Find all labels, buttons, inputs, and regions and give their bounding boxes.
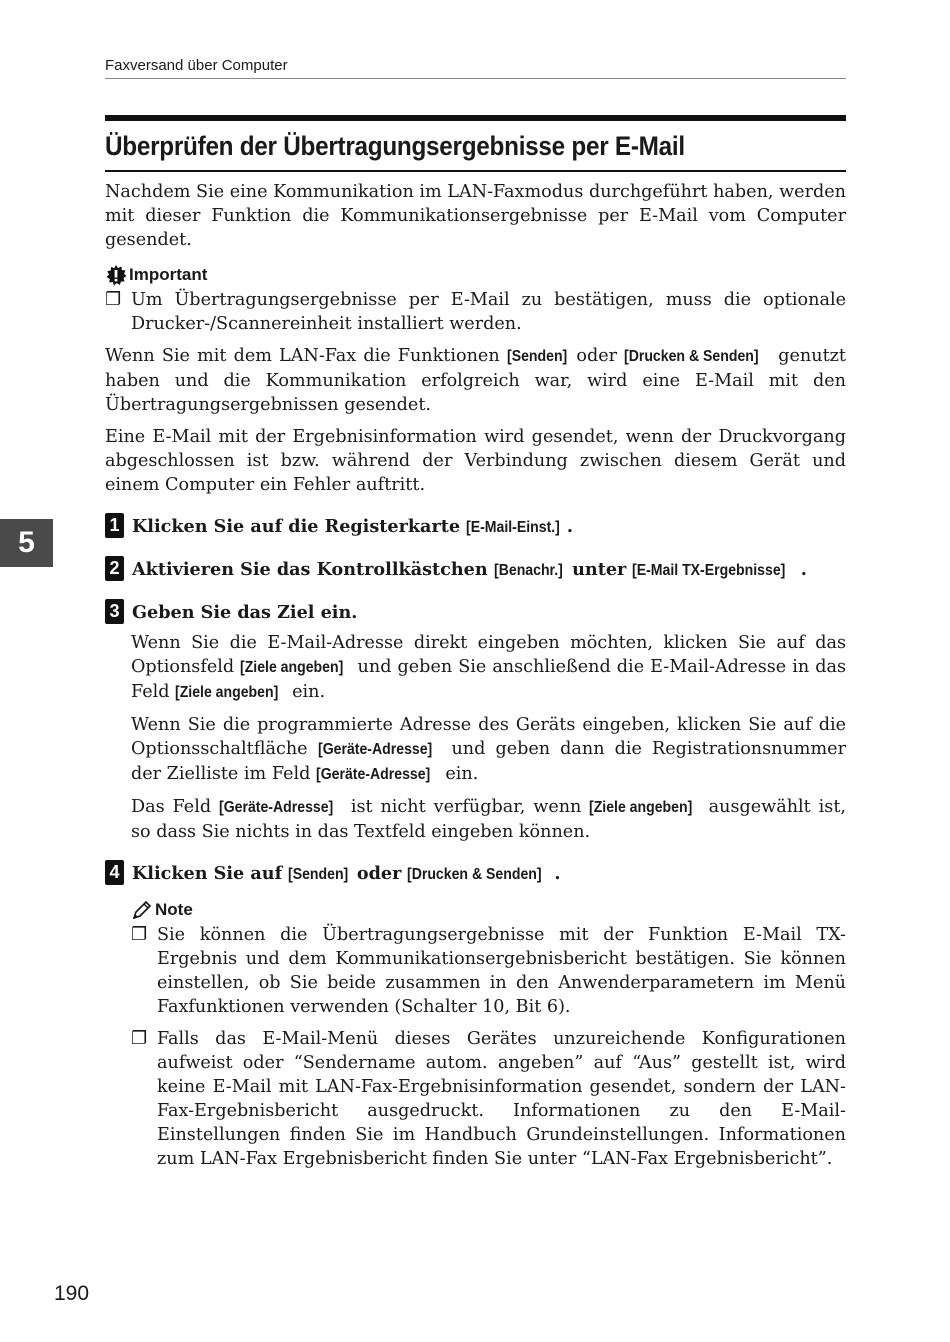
important-label: Important <box>129 265 208 284</box>
ui-label-senden-2: [Senden] <box>288 866 349 883</box>
main-content <box>105 180 846 1179</box>
note-item <box>131 1027 846 1171</box>
important-item-text: Um Übertragungsergebnisse per E-Mail zu bestätigen, muss die optionale Drucker-/Scannereinheit installiert werden. <box>131 290 846 334</box>
step-3-paragraph-3: Das Feld [Geräte-Adresse] ist nicht verfügbar, wenn [Ziele angeben] ausgewählt ist, so dass Sie nichts in das Textfeld eingeben können. <box>131 797 846 842</box>
checkbox-bullet-icon: ❐ <box>131 1028 148 1049</box>
step-3-paragraph-1: Wenn Sie die E-Mail-Adresse direkt eingeben möchten, klicken Sie auf das Optionsfeld [Ziele angeben] und geben Sie anschließend die E-Mail-Adresse in das Feld [Ziele angeben] ein. <box>131 631 846 705</box>
step-3-paragraph-2: Wenn Sie die programmierte Adresse des Geräts eingeben, klicken Sie auf die Optionsschaltfläche [Geräte-Adresse] und geben dann die Registrationsnummer der Zielliste im Feld [Geräte-Adresse] ein. <box>131 713 846 787</box>
step-3 <box>105 601 846 625</box>
ui-label-ziele-angeben-field: [Ziele angeben] <box>175 684 279 701</box>
note-block <box>131 899 846 1171</box>
intro-paragraph: Nachdem Sie eine Kommunikation im LAN-Faxmodus durchgeführt haben, werden mit dieser Funktion die Kommunikationsergebnisse per E-Mail vom Computer gesendet. <box>105 182 846 250</box>
ui-label-geraete-adresse: [Geräte-Adresse] <box>317 741 432 758</box>
section-title-block <box>105 115 846 172</box>
checkbox-bullet-icon: ❐ <box>131 924 148 945</box>
step-1 <box>105 515 846 540</box>
step-number-3: 3 <box>105 599 124 624</box>
running-header: Faxversand über Computer <box>105 57 846 79</box>
ui-label-geraete-adresse-field: [Geräte-Adresse] <box>315 766 431 783</box>
page-number: 190 <box>54 1282 90 1305</box>
ui-label-drucken-senden: [Drucken & Senden] <box>624 348 759 365</box>
note-heading <box>131 899 846 921</box>
section-title: Überprüfen der Übertragungsergebnisse per E-Mail <box>105 131 685 161</box>
paragraph-senden: Wenn Sie mit dem LAN-Fax die Funktionen [Senden] oder [Drucken & Senden] genutzt haben und die Kommunikation erfolgreich war, wird eine E-Mail mit den Übertragungsergebnissen gesendet. <box>105 346 846 415</box>
step-2 <box>105 558 846 583</box>
ui-label-benachr: [Benachr.] <box>493 562 563 579</box>
ui-label-drucken-senden-2: [Drucken & Senden] <box>407 866 543 883</box>
step-2-text: Aktivieren Sie das Kontrollkästchen [Benachr.] unter [E-Mail TX-Ergebnisse] . <box>132 558 807 583</box>
step-3-text: Geben Sie das Ziel ein. <box>132 602 358 623</box>
step-1-text: Klicken Sie auf die Registerkarte [E-Mail-Einst.] . <box>132 515 573 540</box>
note-item-text: Falls das E-Mail-Menü dieses Gerätes unzureichende Konfigurationen aufweist oder “Sendername autom. angeben” auf “Aus” gestellt ist, wird keine E-Mail mit LAN-Fax-Ergebnisinformation gesendet, sondern der LAN-Fax-Ergebnisbericht ausgedruckt. Informationen zu den E-Mail-Einstellungen finden Sie im Handbuch Grundeinstellungen. Informationen zum LAN-Fax Ergebnisbericht finden Sie unter “LAN-Fax Ergebnisbericht”. <box>157 1029 846 1169</box>
step-number-2: 2 <box>105 556 124 581</box>
step-4 <box>105 862 846 887</box>
pencil-icon <box>131 899 153 921</box>
important-item <box>105 288 846 336</box>
ui-label-email-tx: [E-Mail TX-Ergebnisse] <box>632 562 786 579</box>
step-3-body <box>131 631 846 844</box>
note-item-text: Sie können die Übertragungsergebnisse mit der Funktion E-Mail TX-Ergebnis und dem Kommunikationsergebnisbericht bestätigen. Sie können einstellen, ob Sie beide zusammen in den Anwenderparametern im Menü Faxfunktionen verwenden (Schalter 10, Bit 6). <box>157 925 846 1017</box>
step-number-1: 1 <box>105 513 124 538</box>
ui-label-senden: [Senden] <box>506 348 568 365</box>
step-4-text: Klicken Sie auf [Senden] oder [Drucken & Senden] . <box>132 862 561 887</box>
ui-label-ziele-angeben: [Ziele angeben] <box>240 659 344 676</box>
ui-label-geraete-adresse-2: [Geräte-Adresse] <box>219 799 334 816</box>
chapter-tab: 5 <box>0 519 53 567</box>
note-item <box>131 923 846 1019</box>
note-label: Note <box>155 900 193 919</box>
paragraph-result-info: Eine E-Mail mit der Ergebnisinformation wird gesendet, wenn der Druckvorgang abgeschlossen ist bzw. während der Verbindung zwischen diesem Gerät und einem Computer ein Fehler auftritt. <box>105 427 846 495</box>
ui-label-ziele-angeben-2: [Ziele angeben] <box>589 799 693 816</box>
important-heading <box>105 264 846 286</box>
important-icon <box>105 264 127 286</box>
checkbox-bullet-icon: ❐ <box>105 289 122 310</box>
ui-label-email-einst: [E-Mail-Einst.] <box>466 519 561 536</box>
step-number-4: 4 <box>105 860 124 885</box>
